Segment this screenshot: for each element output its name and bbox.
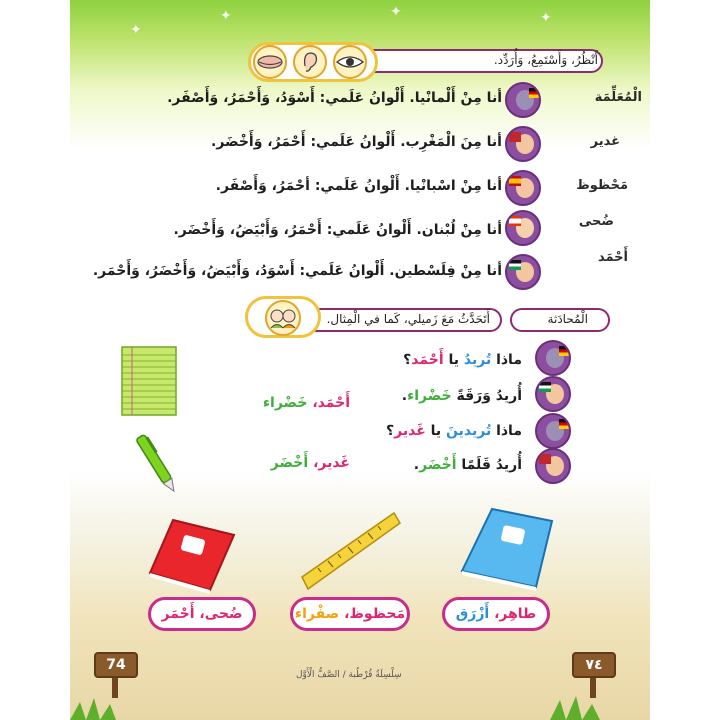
eye-icon	[333, 45, 367, 79]
children-icon	[265, 300, 301, 336]
star-icon: ✦	[540, 10, 552, 26]
intro-sentence: أنا مِنْ فِلَسْطين. أَلْوانُ عَلَمي: أَسْوَدُ، وَأَبْيَضُ، وَأَخْضَرُ، وَأَحْمَر.	[92, 263, 502, 279]
green-paper-illustration	[120, 345, 178, 417]
intro-sentence: أنا مِنْ لُبْنان. أَلْوانُ عَلَمي: أَحْمَرُ، وَأَبْيَضُ، وَأَخْضَر.	[173, 222, 502, 238]
avatar-ahmad	[535, 376, 571, 412]
star-icon: ✦	[220, 8, 232, 24]
conversation-instruction: أَتَحَدَّثُ مَعَ زَميلي، كَما في الْمِثال.	[326, 312, 490, 326]
star-icon: ✦	[390, 4, 402, 20]
speaker-name: ضُحى	[578, 214, 614, 229]
avatar-teacher	[535, 413, 571, 449]
avatar-ghadeer	[535, 448, 571, 484]
speaker-name: مَحْظوظ	[576, 178, 628, 193]
avatar-ghadeer	[505, 126, 541, 162]
dialogue-line: ماذا تُريدُ يا أَحْمَد؟	[403, 352, 522, 368]
page-number-left: 74	[94, 652, 138, 678]
page-number-right: ٧٤	[572, 652, 616, 678]
dialogue-line: أُريدُ قَلَمًا أَخْضَر.	[413, 457, 522, 473]
avatar-ahmad	[505, 254, 541, 290]
speaker-name: أَحْمَد	[597, 250, 628, 265]
avatar-duha	[505, 210, 541, 246]
example-pair: أَحْمَد، خَضْراء	[262, 395, 350, 411]
mouth-icon	[253, 45, 287, 79]
speaker-name: الْمُعَلِّمَة	[594, 90, 642, 105]
green-pen-illustration	[132, 428, 182, 500]
practice-pill-mahzouz: مَحظوظ، صفْراء	[290, 597, 410, 631]
blue-book-illustration	[460, 505, 556, 591]
conversation-tab-label: الْمُحادَثة	[547, 312, 588, 326]
instruction-text: أَنْظُرُ، وَأَسْتَمِعُ، وَأُرَدِّد.	[493, 53, 598, 67]
yellow-ruler-illustration	[298, 505, 402, 593]
example-pair: غَدير، أَخْضَر	[270, 455, 350, 471]
speaker-name: غدير	[590, 134, 620, 149]
textbook-page	[70, 0, 650, 720]
avatar-teacher	[535, 340, 571, 376]
series-title: سِلْسِلَةُ قُرْطُبة / الصَّفُّ الْأَوَّل	[296, 670, 402, 680]
intro-sentence: أنا مِنَ الْمَغْرِب. أَلْوانُ عَلَمي: أَحْمَرُ، وَأَخْضَر.	[211, 134, 502, 150]
ear-icon	[293, 45, 327, 79]
red-notebook-illustration	[148, 515, 238, 595]
dialogue-line: ماذا تُريدينَ يا غَدير؟	[386, 423, 522, 439]
intro-sentence: أنا مِنْ أَلْمانْيا. أَلْوانُ عَلَمي: أَسْوَدُ، وَأَحْمَرُ، وَأَصْفَر.	[167, 90, 502, 106]
practice-pill-duha: ضُحى، أَحْمَر	[148, 597, 256, 631]
avatar-mahzouz	[505, 170, 541, 206]
intro-sentence: أنا مِنْ اسْبانْيا. أَلْوانُ عَلَمي: أحْمَرُ، وَأَصْفَر.	[215, 178, 502, 194]
practice-pill-tahir: طاهِر، أَزْرَق	[442, 597, 550, 631]
grass-decoration	[70, 690, 650, 720]
star-icon: ✦	[130, 22, 142, 38]
avatar-teacher	[505, 82, 541, 118]
dialogue-line: أُريدُ وَرَقَةً خَضْراء.	[401, 388, 522, 404]
